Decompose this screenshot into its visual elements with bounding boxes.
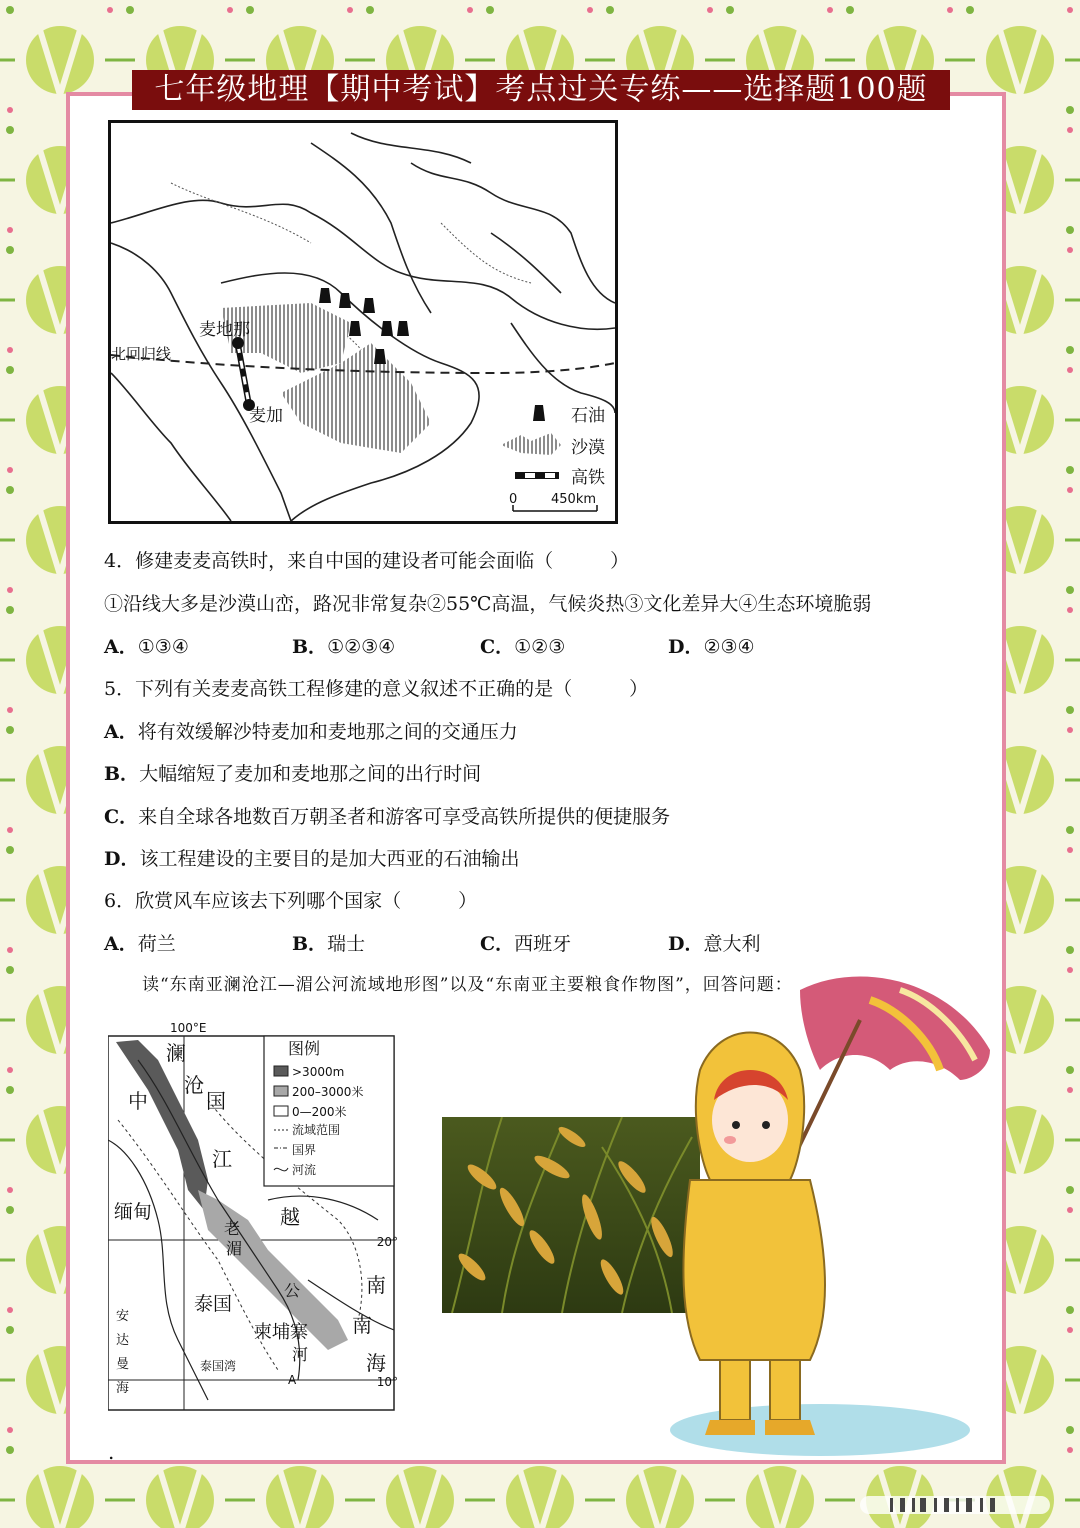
label-hai: 海 bbox=[366, 1351, 386, 1375]
q6-stem: 6．欣赏风车应该去下列哪个国家（ ） bbox=[104, 890, 478, 912]
map1-legend bbox=[501, 405, 605, 511]
q5-option-a: A．将有效缓解沙特麦加和麦地那之间的交通压力 bbox=[104, 721, 518, 743]
label-a: A bbox=[288, 1373, 297, 1387]
q4-statement: ①沿线大多是沙漠山峦，路况非常复杂②55℃高温，气候炎热③文化差异大④生态环境脆弱 bbox=[104, 593, 872, 615]
scale-end: 450km bbox=[551, 492, 597, 507]
label-andaman-4: 海 bbox=[116, 1381, 130, 1396]
label-he: 河 bbox=[292, 1345, 309, 1364]
label-cambodia: 柬埔寨 bbox=[254, 1322, 308, 1343]
q6-option-c: C．西班牙 bbox=[480, 933, 572, 955]
arabia-map bbox=[108, 120, 618, 524]
q4-option-a: A．①③④ bbox=[104, 636, 189, 658]
q5-option-b: B．大幅缩短了麦加和麦地那之间的出行时间 bbox=[104, 763, 482, 785]
label-thailand: 泰国 bbox=[194, 1293, 233, 1315]
label-myanmar: 缅甸 bbox=[114, 1201, 153, 1223]
q4-option-d: D．②③④ bbox=[668, 636, 755, 658]
label-zhong: 中 bbox=[128, 1089, 148, 1113]
label-gong: 公 bbox=[284, 1281, 301, 1300]
oil-icon bbox=[533, 405, 545, 421]
label-medina: 麦地那 bbox=[199, 320, 250, 340]
q5-stem: 5．下列有关麦麦高铁工程修建的意义叙述不正确的是（ ） bbox=[104, 678, 649, 700]
label-jiang: 江 bbox=[212, 1147, 232, 1171]
legend-desert: 沙漠 bbox=[571, 438, 605, 458]
q6-option-b: B．瑞士 bbox=[292, 933, 366, 955]
q5-option-c: C．来自全球各地数百万朝圣者和游客可享受高铁所提供的便捷服务 bbox=[104, 806, 671, 828]
legend-high: >3000m bbox=[292, 1065, 345, 1079]
q6-option-d: D．意大利 bbox=[668, 933, 761, 955]
legend-low: 0—200米 bbox=[292, 1105, 347, 1119]
label-guo: 国 bbox=[206, 1089, 226, 1113]
label-tropic: 北回归线 bbox=[111, 345, 172, 363]
label-mecca: 麦加 bbox=[249, 406, 283, 426]
label-10: 10° bbox=[376, 1375, 398, 1389]
label-andaman-1: 安 bbox=[116, 1309, 130, 1324]
q4-option-b: B．①②③④ bbox=[292, 636, 396, 658]
legend-mid: 200–3000米 bbox=[292, 1085, 364, 1099]
label-lao: 老 bbox=[224, 1219, 241, 1238]
legend-railway: 高铁 bbox=[571, 468, 605, 488]
legend-title: 图例 bbox=[288, 1039, 321, 1058]
scale-start: 0 bbox=[509, 492, 518, 507]
legend-oil: 石油 bbox=[571, 406, 605, 426]
label-cang: 沧 bbox=[184, 1073, 204, 1097]
label-mei: 湄 bbox=[226, 1239, 243, 1258]
label-lan: 澜 bbox=[166, 1041, 186, 1065]
label-20: 20° bbox=[376, 1235, 398, 1249]
label-100e: 100°E bbox=[170, 1021, 207, 1035]
trailing-dot: . bbox=[108, 1440, 115, 1464]
legend-basin: 流域范围 bbox=[292, 1123, 341, 1137]
label-yue: 越 bbox=[280, 1205, 300, 1229]
q4-stem: 4．修建麦麦高铁时，来自中国的建设者可能会面临（ ） bbox=[104, 550, 630, 572]
label-andaman-2: 达 bbox=[116, 1333, 130, 1348]
legend-border: 国界 bbox=[292, 1143, 317, 1157]
label-nan-1: 南 bbox=[366, 1273, 386, 1297]
q4-option-c: C．①②③ bbox=[480, 636, 566, 658]
q5-option-d: D．该工程建设的主要目的是加大西亚的石油输出 bbox=[104, 848, 520, 870]
map2-legend bbox=[264, 1036, 394, 1186]
reading-instruction: 读“东南亚澜沧江—湄公河流域地形图”以及“东南亚主要粮食作物图”，回答问题： bbox=[142, 975, 793, 995]
desert-icon bbox=[501, 433, 561, 455]
page-title: 七年级地理【期中考试】考点过关专练——选择题100题 bbox=[132, 70, 950, 110]
label-nan-2: 南 bbox=[352, 1313, 372, 1337]
q6-option-a: A．荷兰 bbox=[104, 933, 176, 955]
girl-umbrella-illustration bbox=[640, 960, 1000, 1460]
label-andaman-3: 曼 bbox=[116, 1357, 130, 1372]
watermark-bar bbox=[860, 1490, 1060, 1520]
label-gulf: 泰国湾 bbox=[200, 1359, 237, 1373]
legend-river: 河流 bbox=[292, 1163, 317, 1177]
mekong-map bbox=[108, 1020, 398, 1412]
